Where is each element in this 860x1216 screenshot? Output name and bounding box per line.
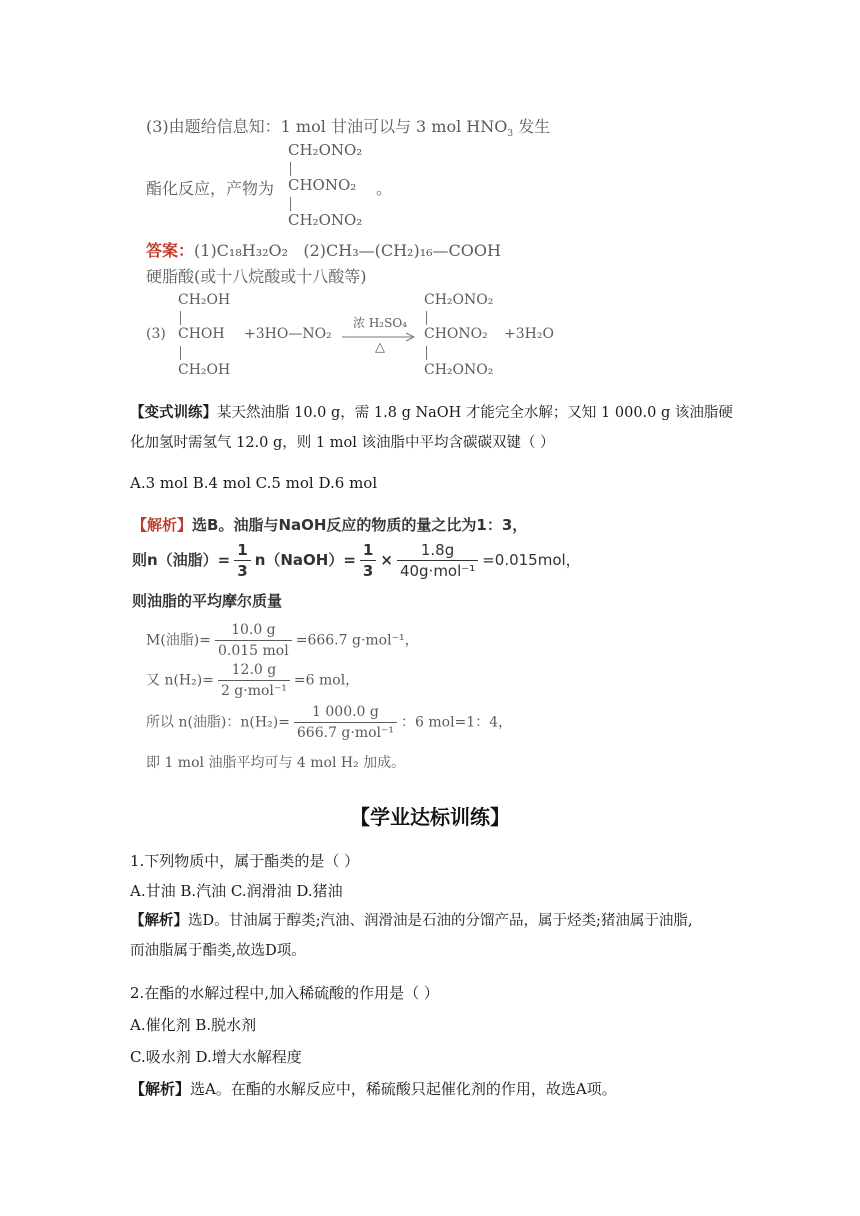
reagent-nitric-acid: +3HO—NO₂ — [244, 326, 332, 342]
answer-line-2: 硬脂酸(或十八烷酸或十八酸等) — [146, 267, 367, 286]
answer-line-1: 答案：(1)C₁₈H₃₂O₂ (2)CH₃—(CH₂)₁₆—COOH — [146, 241, 501, 260]
q2-analysis-label: 【解析】 — [130, 1080, 191, 1098]
q2-options-line-1: A.催化剂 B.脱水剂 — [130, 1016, 257, 1034]
analysis-scan-line-3: 则油脂的平均摩尔质量 — [132, 592, 283, 610]
product-mid: CHONO₂ — [424, 326, 488, 342]
analysis-scan-line-6: 所以 n(油脂)：n(H₂)= $\frac{1 000.0 g}{\text{666.7 g·mol⁻¹}}$ ：6 mol=1：4， — [146, 704, 513, 741]
variant-question: 【变式训练】某天然油脂 10.0 g，需 1.8 g NaOH 才能完全水解；又知 1 000.0 g 该油脂硬 化加氢时需氢气 12.0 g，则 1 mol 该油脂中平均含碳碳双键（ ） — [130, 404, 733, 451]
q1-stem: 1.下列物质中，属于酯类的是（ ） — [130, 852, 360, 870]
formula-a-bond-2 — [290, 197, 291, 211]
answer-label: 答案： — [146, 241, 195, 260]
analysis-scan-line-5: 又 n(H₂)= $\frac{12.0 g}{\text{2 g·mol⁻¹}}$ =6 mol， — [146, 662, 360, 699]
q1-analysis-label: 【解析】 — [130, 912, 188, 929]
product-top: CH₂ONO₂ — [424, 292, 494, 308]
variant-label: 【变式训练】 — [130, 404, 217, 421]
product-water: +3H₂O — [504, 326, 554, 342]
glycerol-bottom: CH₂OH — [178, 362, 231, 378]
reaction-condition-bottom: △ — [375, 340, 385, 355]
variant-options: A.3 mol B.4 mol C.5 mol D.6 mol — [130, 474, 378, 492]
glycerol-mid: CHOH — [178, 326, 225, 342]
glycerol-top: CH₂OH — [178, 292, 231, 308]
scan-line-1: (3)由题给信息知：1 mol 甘油可以与 3 mol $HNO_3$ 发生 — [146, 117, 551, 140]
analysis-scan-line-1: 【解析】选B。油脂与NaOH反应的物质的量之比为1：3， — [132, 516, 528, 534]
formula-a-bond-1 — [290, 162, 291, 176]
reaction-condition-top: 浓 H₂SO₄ — [353, 316, 407, 330]
q1-analysis: 【解析】选D。甘油属于醇类;汽油、润滑油是石油的分馏产品，属于烃类;猪油属于油脂, 而油脂属于酯类,故选D项。 — [130, 912, 693, 959]
product-bond-1 — [426, 311, 427, 325]
product-bond-2 — [426, 346, 427, 360]
glycerol-bond-1 — [180, 311, 181, 325]
analysis-scan-line-4: M(油脂)= $\frac{10.0 g}{\text{0.015 mol}}$ =666.7 g·mol⁻¹， — [146, 622, 419, 659]
analysis-scan-line-2: 则n（油脂）= $\frac{1}{3}$ n（NaOH）= $\frac{1}{3}$ × $\frac{1.8g}{\text{40g·mol⁻¹}}$ =0.015mol， — [132, 541, 581, 580]
section-heading: 【学业达标训练】 — [350, 805, 510, 829]
q1-options: A.甘油 B.汽油 C.润滑油 D.猪油 — [130, 882, 343, 900]
formula-a-top: CH₂ONO₂ — [288, 141, 363, 159]
analysis-scan-label: 【解析】 — [132, 516, 193, 534]
scan-line-2-prefix: 酯化反应，产物为 — [146, 179, 275, 198]
q2-analysis: 【解析】选A。在酯的水解反应中，稀硫酸只起催化剂的作用，故选A项。 — [130, 1080, 617, 1098]
q2-options-line-2: C.吸水剂 D.增大水解程度 — [130, 1048, 302, 1066]
scan-line-2-suffix: 。 — [376, 179, 393, 198]
analysis-scan-line-7: 即 1 mol 油脂平均可与 4 mol H₂ 加成。 — [146, 755, 406, 771]
glycerol-bond-2 — [180, 346, 181, 360]
equation-number: (3) — [146, 326, 166, 342]
q2-stem: 2.在酯的水解过程中,加入稀硫酸的作用是（ ） — [130, 984, 439, 1002]
formula-a-bottom: CH₂ONO₂ — [288, 211, 363, 229]
formula-a-mid: CHONO₂ — [288, 176, 357, 194]
product-bottom: CH₂ONO₂ — [424, 362, 494, 378]
